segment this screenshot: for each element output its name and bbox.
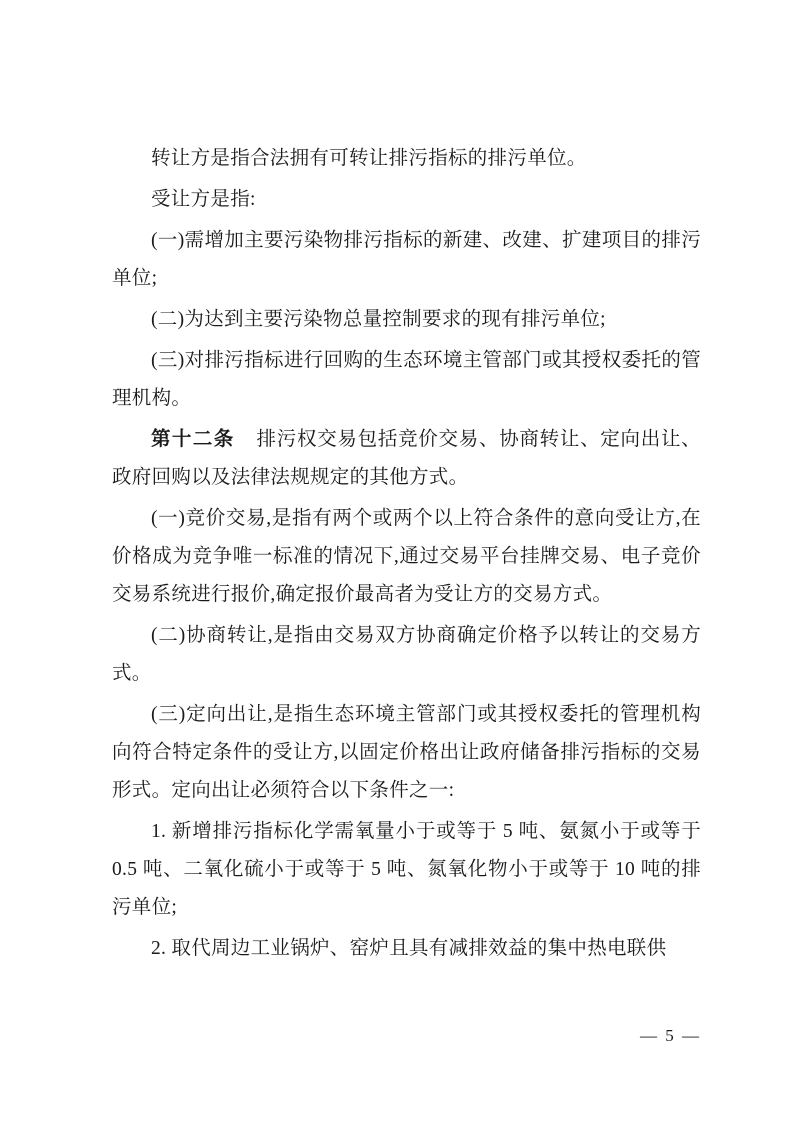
- paragraph: (三)对排污指标进行回购的生态环境主管部门或其授权委托的管理机构。: [112, 350, 701, 409]
- article-text: 排污权交易包括竞价交易、协商转让、定向出让、政府回购以及法律法规规定的其他方式。: [112, 429, 701, 488]
- page-number: — 5 —: [640, 1026, 701, 1045]
- article-paragraph: [112, 421, 701, 497]
- paragraph: (二)为达到主要污染物总量控制要求的现有排污单位;: [151, 309, 606, 330]
- paragraph: 转让方是指合法拥有可转让排污指标的排污单位。: [151, 148, 587, 169]
- paragraph: (二)协商转让,是指由交易双方协商确定价格予以转让的交易方式。: [112, 625, 701, 684]
- paragraph: (三)定向出让,是指生态环境主管部门或其授权委托的管理机构向符合特定条件的受让方,以固定价格出让政府储备排污指标的交易形式。定向出让必须符合以下条件之一:: [112, 704, 701, 801]
- article-label: 第十二条: [151, 429, 235, 450]
- paragraph: (一)需增加主要污染物排污指标的新建、改建、扩建项目的排污单位;: [112, 230, 701, 289]
- paragraph: 1. 新增排污指标化学需氧量小于或等于 5 吨、氨氮小于或等于 0.5 吨、二氧化硫小于或等于 5 吨、氮氧化物小于或等于 10 吨的排污单位;: [112, 821, 701, 918]
- paragraph: 2. 取代周边工业锅炉、窑炉且具有减排效益的集中热电联供: [151, 938, 667, 959]
- paragraph: 受让方是指:: [151, 189, 256, 210]
- document-body: [112, 140, 701, 968]
- paragraph: (一)竞价交易,是指有两个或两个以上符合条件的意向受让方,在价格成为竞争唯一标准的情况下,通过交易平台挂牌交易、电子竞价交易系统进行报价,确定报价最高者为受让方的交易方式。: [112, 508, 701, 605]
